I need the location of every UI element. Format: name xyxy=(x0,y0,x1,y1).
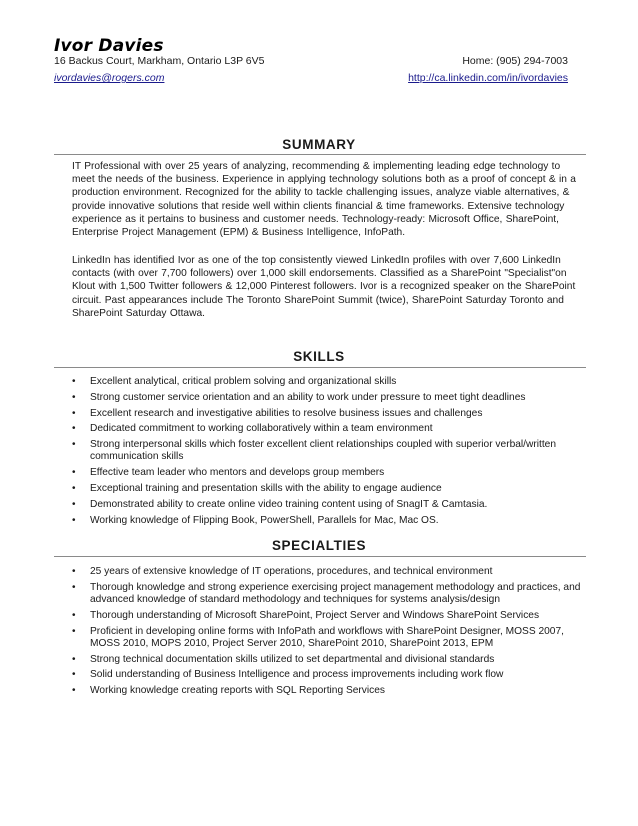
specialties-list-item xyxy=(72,669,582,681)
skills-list-item xyxy=(72,408,582,420)
bullet-icon: • xyxy=(72,685,76,697)
skill-text: Exceptional training and presentation skills with the ability to engage audience xyxy=(90,482,442,494)
skills-list-item xyxy=(72,439,582,463)
specialties-list-item xyxy=(72,654,582,666)
specialty-text: Working knowledge creating reports with SQL Reporting Services xyxy=(90,685,386,697)
bullet-icon: • xyxy=(72,514,76,526)
skills-list-item xyxy=(72,515,582,527)
summary-divider xyxy=(54,154,586,155)
skill-text: Excellent analytical, critical problem solving and organizational skills xyxy=(90,376,397,387)
skill-text: Strong interpersonal skills which foster excellent client relationships coupled with superior verbal/written communication skills xyxy=(90,439,557,463)
skill-text: Dedicated commitment to working collaboratively within a team environment xyxy=(90,423,433,435)
specialty-text: Proficient in developing online forms with InfoPath and workflows with SharePoint Designer, MOSS 2007, MOSS 2010, MOPS 2010, Project Server 2010, SharePoint 2010, SharePoint 2013, EPM xyxy=(90,625,564,649)
bullet-icon: • xyxy=(72,653,76,665)
bullet-icon: • xyxy=(72,376,76,387)
summary-heading: SUMMARY xyxy=(282,137,356,152)
skills-list-item xyxy=(72,483,582,495)
skills-heading: SKILLS xyxy=(293,349,345,364)
specialties-divider xyxy=(54,556,586,557)
skills-list xyxy=(72,376,582,530)
bullet-icon: • xyxy=(72,625,76,637)
bullet-icon: • xyxy=(72,566,76,577)
bullet-icon: • xyxy=(72,423,76,435)
bullet-icon: • xyxy=(72,467,76,479)
specialties-list xyxy=(72,566,582,701)
specialties-list-item xyxy=(72,610,582,622)
specialties-list-item xyxy=(72,685,582,697)
specialty-text: Thorough understanding of Microsoft SharePoint, Project Server and Windows SharePoint Services xyxy=(90,609,540,621)
skill-text: Working knowledge of Flipping Book, PowerShell, Parallels for Mac, Mac OS. xyxy=(90,514,439,526)
specialties-heading: SPECIALTIES xyxy=(271,538,367,553)
bullet-icon: • xyxy=(72,407,76,419)
mailing-address: 16 Backus Court, Markham, Ontario L3P 6V5 xyxy=(54,55,265,67)
candidate-name: Ivor Davies xyxy=(54,36,164,56)
bullet-icon: • xyxy=(72,439,76,451)
email-link[interactable]: ivordavies@rogers.com xyxy=(54,72,165,84)
bullet-icon: • xyxy=(72,391,76,403)
home-phone: Home: (905) 294-7003 xyxy=(462,55,568,67)
bullet-icon: • xyxy=(72,669,76,681)
skills-list-item xyxy=(72,392,582,404)
summary-paragraph-1: IT Professional with over 25 years of analyzing, recommending & implementing leading edge technology to meet the needs of the business. Experience in applying technology solutions both as a proof of concept & in a production environment. Recognized for the ability to tackle challenging issues, analyze viable alternatives, & provide innovative solutions that reside well within clients financial & time frameworks. Extensive technology experience as it pertains to business and customer needs. Technology-ready: Microsoft Office, SharePoint, Enterprise Project Management (EPM) & Business Intelligence, InfoPath. xyxy=(72,161,576,239)
skill-text: Excellent research and investigative abilities to resolve business issues and challenges xyxy=(90,407,483,419)
specialty-text: 25 years of extensive knowledge of IT operations, procedures, and technical environment xyxy=(90,566,493,577)
specialties-list-item xyxy=(72,626,582,650)
linkedin-link[interactable]: http://ca.linkedin.com/in/ivordavies xyxy=(408,72,568,84)
skills-list-item xyxy=(72,467,582,479)
skill-text: Effective team leader who mentors and develops group members xyxy=(90,467,385,479)
skill-text: Strong customer service orientation and an ability to work under pressure to meet tight deadlines xyxy=(90,391,526,403)
specialties-list-item xyxy=(72,582,582,606)
bullet-icon: • xyxy=(72,581,76,593)
specialty-text: Thorough knowledge and strong experience exercising project management methodology and practices, and advanced knowledge of standard methodology and techniques for systems analysis/design xyxy=(90,581,581,605)
summary-paragraph-2: LinkedIn has identified Ivor as one of the top consistently viewed LinkedIn profiles with over 7,600 LinkedIn contacts (with over 7,700 followers) over 1,000 skill endorsements. Classified as a SharePoint "Specialist"on Klout with 1,500 Twitter followers & 12,000 Pinterest followers. Ivor is a recognized speaker on the SharePoint circuit. Past appearances include The Toronto SharePoint Summit (twice), SharePoint Saturday Toronto and SharePoint Saturday Ottawa. xyxy=(72,255,576,319)
specialty-text: Strong technical documentation skills utilized to set departmental and divisional standards xyxy=(90,653,495,665)
bullet-icon: • xyxy=(72,609,76,621)
skills-list-item xyxy=(72,499,582,511)
skill-text: Demonstrated ability to create online video training content using of SnagIT & Camtasia. xyxy=(90,498,488,510)
skills-list-item xyxy=(72,423,582,435)
specialty-text: Solid understanding of Business Intelligence and process improvements including work flow xyxy=(90,669,504,681)
skills-list-item xyxy=(72,376,582,388)
specialties-list-item xyxy=(72,566,582,578)
bullet-icon: • xyxy=(72,498,76,510)
bullet-icon: • xyxy=(72,482,76,494)
skills-divider xyxy=(54,367,586,368)
